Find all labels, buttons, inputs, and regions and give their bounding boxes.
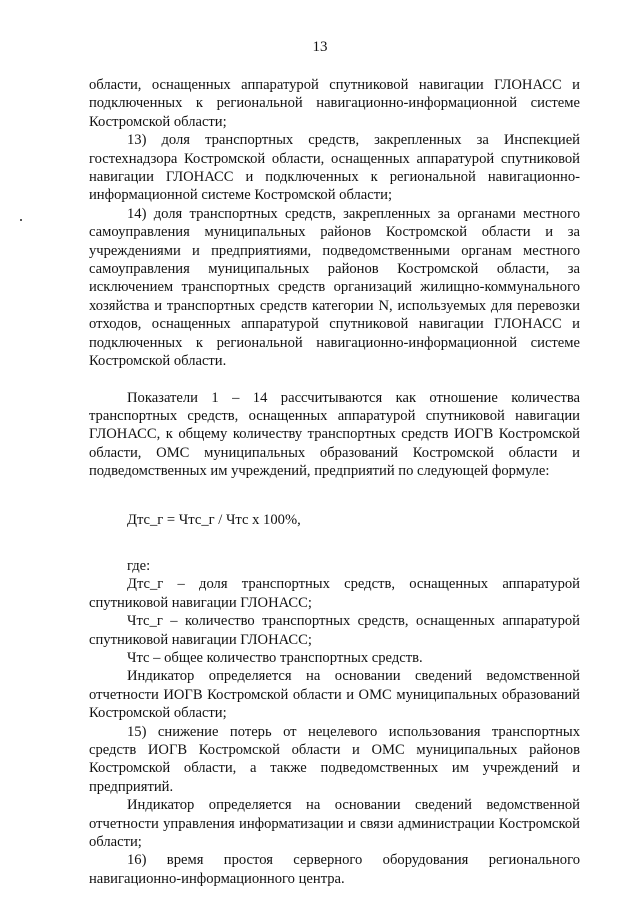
- scan-speck: [20, 219, 22, 221]
- formula: Дтс_г = Чтс_г / Чтс х 100%,: [127, 511, 301, 528]
- paragraph-indicator-source: Индикатор определяется на основании сведений ведомственной отчетности ИОГВ Костромской области и ОМС муниципальных образований Костромской области;: [89, 668, 580, 722]
- paragraph-item-16: 16) время простоя серверного оборудования регионального навигационно-информационного центра.: [89, 852, 580, 887]
- formula-definition-chts: Чтс – общее количество транспортных средств.: [127, 649, 423, 666]
- paragraph-indicators-calculation: Показатели 1 – 14 рассчитываются как отношение количества транспортных средств, оснащенных аппаратурой спутниковой навигации ГЛОНАСС, к общему количеству транспортных средств ИОГВ Костромской области, ОМС муниципальных образований Костромской области и подведомственных им учреждений, предприятий по следующей формуле:: [89, 389, 580, 480]
- paragraph-indicator-source-2: Индикатор определяется на основании сведений ведомственной отчетности управления информатизации и связи администрации Костромской области;: [89, 797, 580, 851]
- paragraph-item-15: 15) снижение потерь от нецелевого использования транспортных средств ИОГВ Костромской области и ОМС муниципальных районов Костромской области, а также подведомственных им учреждений и предприятий.: [89, 723, 580, 795]
- paragraph-continuation: области, оснащенных аппаратурой спутниковой навигации ГЛОНАСС и подключенных к региональной навигационно-информационной системе Костромской области;: [89, 77, 580, 130]
- formula-definition-dts-g: Дтс_г – доля транспортных средств, оснащенных аппаратурой спутниковой навигации ГЛОНАСС;: [89, 576, 580, 611]
- page-number: 13: [312, 39, 328, 55]
- formula-where-label: где:: [127, 557, 151, 574]
- paragraph-item-14: 14) доля транспортных средств, закрепленных за органами местного самоуправления муниципальных районов Костромской области и за учреждениями и предприятиями, подведомственными органам местного самоуправления муниципальных районов Костромской области, за исключением транспортных средств организаций жилищно-коммунального хозяйства и транспортных средств категории N, используемых для перевозки отходов, оснащенных аппаратурой спутниковой навигации ГЛОНАСС и подключенных к региональной навигационно-информационной системе Костромской области.: [89, 205, 580, 370]
- document-body: [89, 76, 580, 888]
- paragraph-item-13: 13) доля транспортных средств, закрепленных за Инспекцией гостехнадзора Костромской области, оснащенных аппаратурой спутниковой навигации ГЛОНАСС и подключенных к региональной навигационно-информационной системе Костромской области;: [89, 132, 580, 204]
- formula-definition-chts-g: Чтс_г – количество транспортных средств, оснащенных аппаратурой спутниковой навигации ГЛОНАСС;: [89, 613, 580, 648]
